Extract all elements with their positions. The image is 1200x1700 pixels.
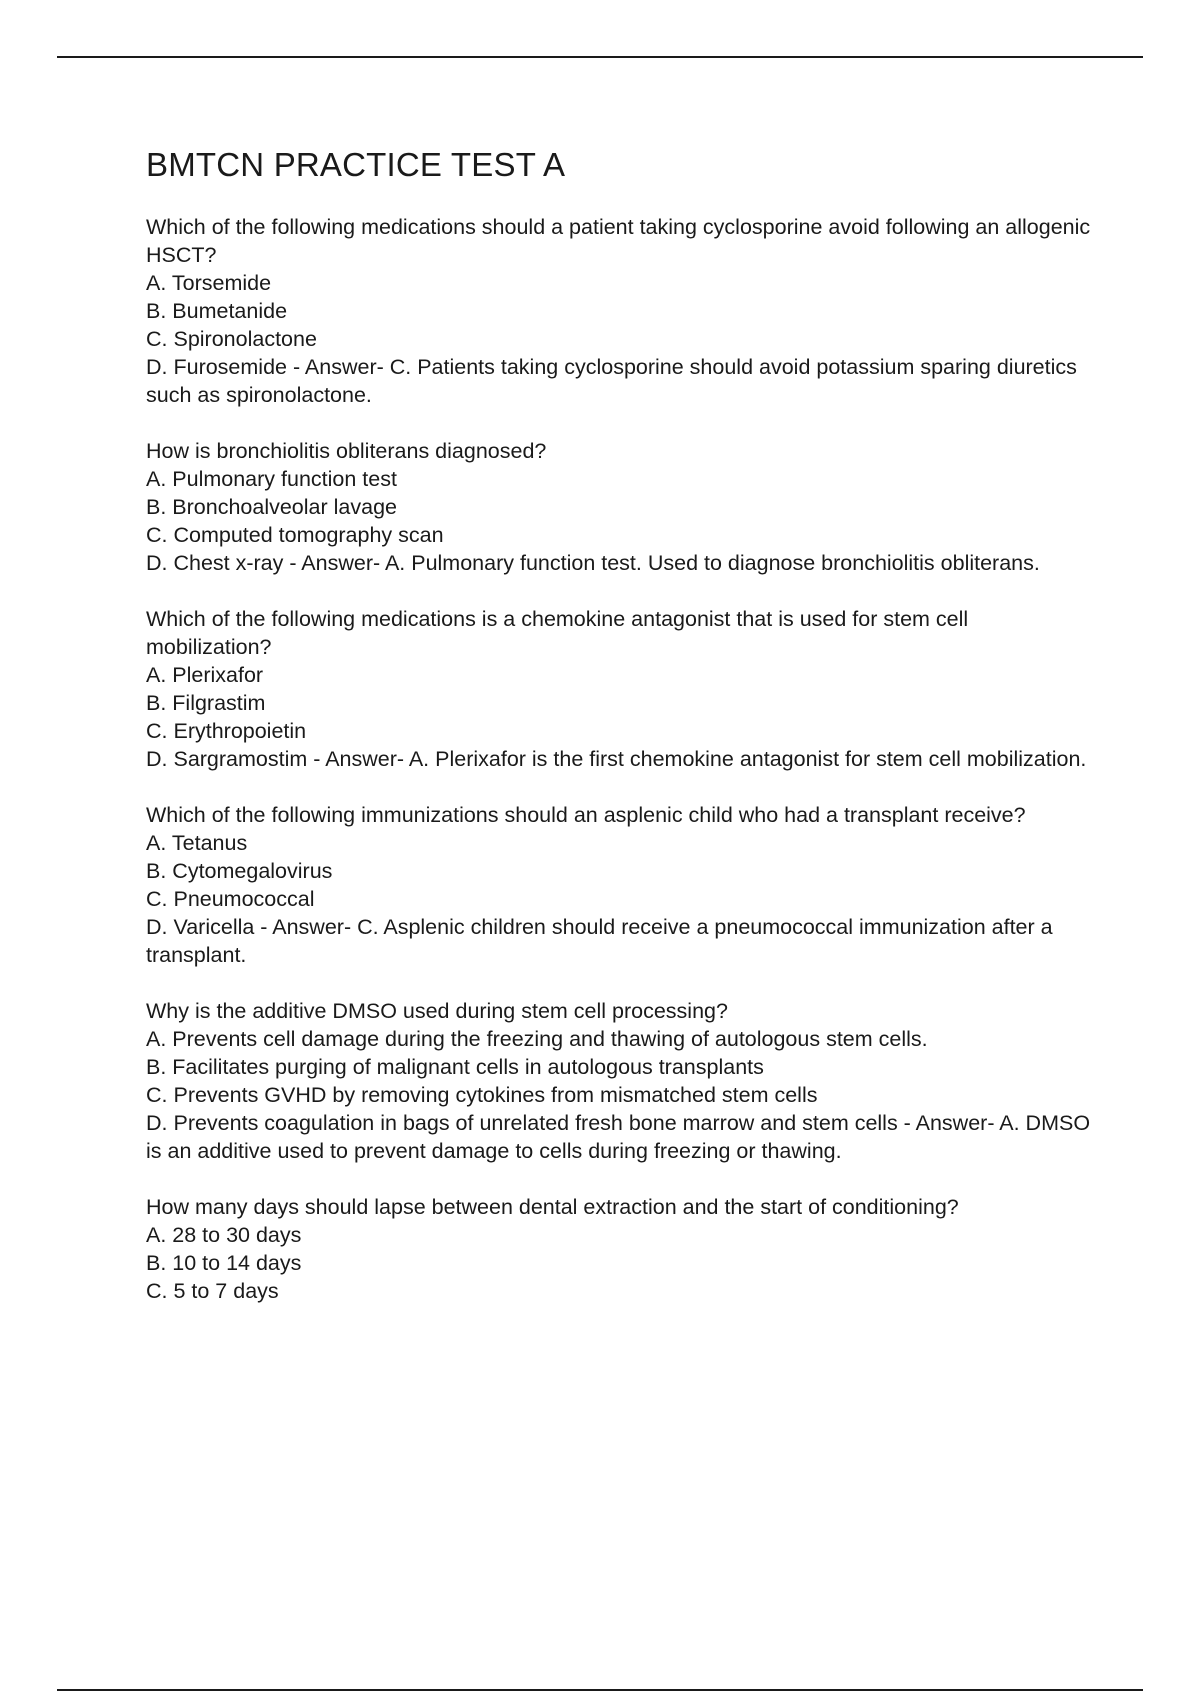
- question-block: [146, 997, 1096, 1165]
- option-c: C. Prevents GVHD by removing cytokines from mismatched stem cells: [146, 1083, 818, 1107]
- option-a: A. Pulmonary function test: [146, 467, 397, 491]
- bottom-rule: [57, 1689, 1143, 1691]
- option-b: B. Facilitates purging of malignant cells in autologous transplants: [146, 1055, 764, 1079]
- option-d-with-answer: D. Varicella - Answer- C. Asplenic children should receive a pneumococcal immunization after a transplant.: [146, 915, 1053, 967]
- option-a: A. Torsemide: [146, 271, 272, 295]
- option-a: A. Prevents cell damage during the freezing and thawing of autologous stem cells.: [146, 1027, 928, 1051]
- document-title: BMTCN PRACTICE TEST A: [146, 146, 566, 183]
- option-b: B. Bumetanide: [146, 299, 288, 323]
- option-a: A. Tetanus: [146, 831, 248, 855]
- option-d-with-answer: D. Chest x-ray - Answer- A. Pulmonary function test. Used to diagnose bronchiolitis obliterans.: [146, 551, 1040, 575]
- document-body: [146, 140, 1096, 1333]
- question-text: How many days should lapse between dental extraction and the start of conditioning?: [146, 1195, 959, 1219]
- option-d-with-answer: D. Prevents coagulation in bags of unrelated fresh bone marrow and stem cells - Answer- A. DMSO is an additive used to prevent damage to cells during freezing or thawing.: [146, 1111, 1091, 1163]
- question-block: [146, 801, 1096, 969]
- option-c: C. Erythropoietin: [146, 719, 307, 743]
- option-d-with-answer: D. Furosemide - Answer- C. Patients taking cyclosporine should avoid potassium sparing diuretics such as spironolactone.: [146, 355, 1077, 407]
- question-text: Which of the following medications is a chemokine antagonist that is used for stem cell mobilization?: [146, 607, 969, 659]
- option-a: A. 28 to 30 days: [146, 1223, 302, 1247]
- option-c: C. 5 to 7 days: [146, 1279, 279, 1303]
- question-block: [146, 1193, 1096, 1305]
- option-b: B. Cytomegalovirus: [146, 859, 333, 883]
- option-d-with-answer: D. Sargramostim - Answer- A. Plerixafor is the first chemokine antagonist for stem cell mobilization.: [146, 747, 1087, 771]
- question-block: [146, 605, 1096, 773]
- option-c: C. Computed tomography scan: [146, 523, 444, 547]
- question-text: How is bronchiolitis obliterans diagnosed?: [146, 439, 547, 463]
- question-block: [146, 437, 1096, 577]
- top-rule: [57, 56, 1143, 58]
- option-a: A. Plerixafor: [146, 663, 264, 687]
- question-text: Which of the following medications should a patient taking cyclosporine avoid following an allogenic HSCT?: [146, 215, 1091, 267]
- question-text: Why is the additive DMSO used during stem cell processing?: [146, 999, 728, 1023]
- option-b: B. Bronchoalveolar lavage: [146, 495, 397, 519]
- question-text: Which of the following immunizations should an asplenic child who had a transplant receive?: [146, 803, 1026, 827]
- option-c: C. Spironolactone: [146, 327, 317, 351]
- option-c: C. Pneumococcal: [146, 887, 315, 911]
- question-block: [146, 213, 1096, 409]
- option-b: B. 10 to 14 days: [146, 1251, 302, 1275]
- option-b: B. Filgrastim: [146, 691, 266, 715]
